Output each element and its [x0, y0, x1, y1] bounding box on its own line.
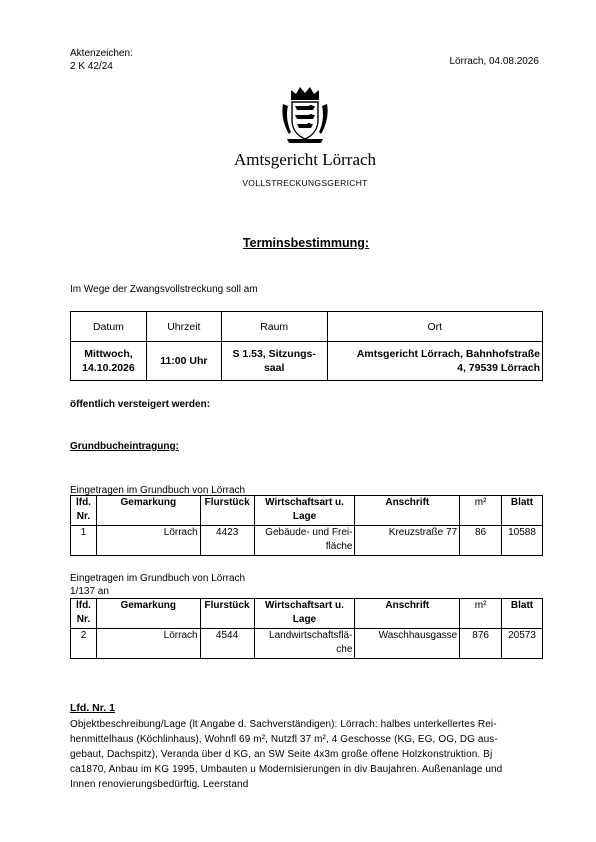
- register-caption-2-line1: Eingetragen im Grundbuch von Lörrach: [70, 573, 246, 584]
- coat-of-arms-icon: [281, 84, 329, 144]
- object-heading: Lfd. Nr. 1: [70, 702, 115, 714]
- file-number-caption: Aktenzeichen:: [70, 48, 133, 59]
- appointment-weekday: Mittwoch,: [84, 348, 133, 360]
- appointment-date-value: 14.10.2026: [82, 362, 135, 374]
- cell-gemarkung: Lörrach: [96, 526, 200, 556]
- cell-lfd: 1: [71, 526, 97, 556]
- court-department: VOLLSTRECKUNGSGERICHT: [242, 178, 368, 188]
- col-lfd-line2: Nr.: [76, 511, 91, 522]
- cell-wirtschaftsart-line2: fläche: [325, 541, 353, 552]
- object-description: [70, 717, 546, 792]
- auction-text: öffentlich versteigert werden:: [70, 399, 211, 410]
- object-line: Objektbeschreibung/Lage (lt Angabe d. Sachverständigen): Lörrach: halbes unterkellertes Rei-: [70, 719, 497, 730]
- col-lfd-line1: lfd.: [75, 497, 91, 508]
- cell-area: 86: [460, 526, 502, 556]
- header-place: Ort: [327, 312, 542, 342]
- header-room: Raum: [221, 312, 327, 342]
- col-lfd-line1: lfd.: [75, 600, 91, 611]
- col-lfd: [71, 599, 97, 629]
- col-lfd-line2: Nr.: [76, 614, 91, 625]
- col-flurstueck: Flurstück: [200, 599, 254, 629]
- register-caption-2-line2: 1/137 an: [70, 586, 109, 597]
- cell-wirtschaftsart: [254, 629, 355, 659]
- col-flurstueck: Flurstück: [200, 496, 254, 526]
- col-blatt: Blatt: [501, 496, 542, 526]
- appointment-room: [221, 342, 327, 381]
- cell-anschrift: Kreuzstraße 77: [355, 526, 460, 556]
- col-gemarkung: Gemarkung: [96, 496, 200, 526]
- appointment-place-line1: Amtsgericht Lörrach, Bahnhofstraße: [356, 348, 540, 360]
- register-table-1: [70, 495, 543, 556]
- appointment-table: [70, 311, 543, 381]
- document-title: Terminsbestimmung:: [242, 236, 370, 250]
- appointment-date: [71, 342, 147, 381]
- appointment-place: [327, 342, 542, 381]
- cell-area: 876: [460, 629, 502, 659]
- header-time: Uhrzeit: [146, 312, 221, 342]
- appointment-time: 11:00 Uhr: [146, 342, 221, 381]
- court-name: Amtsgericht Lörrach: [233, 150, 377, 169]
- file-number-value: 2 K 42/24: [70, 61, 113, 72]
- register-table-2: [70, 598, 543, 659]
- cell-gemarkung: Lörrach: [96, 629, 200, 659]
- appointment-room-line1: S 1.53, Sitzungs-: [232, 348, 316, 360]
- cell-wirtschaftsart-line2: che: [336, 644, 353, 655]
- col-wirtschaftsart-line2: Lage: [292, 511, 317, 522]
- cell-flurstueck: 4544: [200, 629, 254, 659]
- col-anschrift: Anschrift: [355, 599, 460, 629]
- col-gemarkung: Gemarkung: [96, 599, 200, 629]
- cell-wirtschaftsart-line1: Landwirtschaftsflä-: [269, 630, 353, 641]
- col-lfd: [71, 496, 97, 526]
- place-date: Lörrach, 04.08.2026: [449, 56, 539, 67]
- cell-anschrift: Waschhausgasse: [355, 629, 460, 659]
- col-wirtschaftsart-line1: Wirtschaftsart u.: [265, 600, 344, 611]
- file-number-label: [70, 47, 133, 73]
- col-wirtschaftsart: [254, 599, 355, 629]
- col-wirtschaftsart: [254, 496, 355, 526]
- col-blatt: Blatt: [502, 599, 543, 629]
- cell-blatt: 20573: [502, 629, 543, 659]
- col-anschrift: Anschrift: [355, 496, 460, 526]
- object-line: ca1870, Anbau im KG 1995, Umbauten u Modernisierungen in div Baujahren. Außenanlage und: [70, 764, 503, 775]
- table-row: [71, 629, 543, 659]
- appointment-room-line2: saal: [263, 362, 285, 374]
- register-caption-1: Eingetragen im Grundbuch von Lörrach: [70, 485, 246, 496]
- cell-flurstueck: 4423: [200, 526, 254, 556]
- header-date: Datum: [71, 312, 147, 342]
- cell-blatt: 10588: [501, 526, 542, 556]
- col-area: m²: [460, 496, 502, 526]
- object-line: henmittelhaus (Köchlinhaus), Wohnfl 69 m², Nutzfl 37 m², 4 Geschosse (KG, EG, OG, DG aus-: [70, 734, 498, 745]
- intro-text: Im Wege der Zwangsvollstreckung soll am: [70, 284, 258, 295]
- appointment-header-row: [71, 312, 543, 342]
- object-line: Innen renovierungsbedürftig. Leerstand: [70, 779, 249, 790]
- object-line: gebaut, Dachspitz), Veranda über d KG, an SW Seite 4x3m große offene Holzkonstruktion. Bj: [70, 749, 493, 760]
- land-register-heading: Grundbucheintragung:: [70, 441, 179, 452]
- register-caption-2: [70, 572, 245, 598]
- col-wirtschaftsart-line2: Lage: [292, 614, 317, 625]
- register-header-row: [71, 496, 543, 526]
- appointment-row: [71, 342, 543, 381]
- cell-wirtschaftsart-line1: Gebäude- und Frei-: [265, 527, 353, 538]
- appointment-place-line2: 4, 79539 Lörrach: [457, 362, 540, 374]
- cell-lfd: 2: [71, 629, 97, 659]
- register-header-row: [71, 599, 543, 629]
- col-wirtschaftsart-line1: Wirtschaftsart u.: [265, 497, 344, 508]
- col-area: m²: [460, 599, 502, 629]
- table-row: [71, 526, 543, 556]
- cell-wirtschaftsart: [254, 526, 355, 556]
